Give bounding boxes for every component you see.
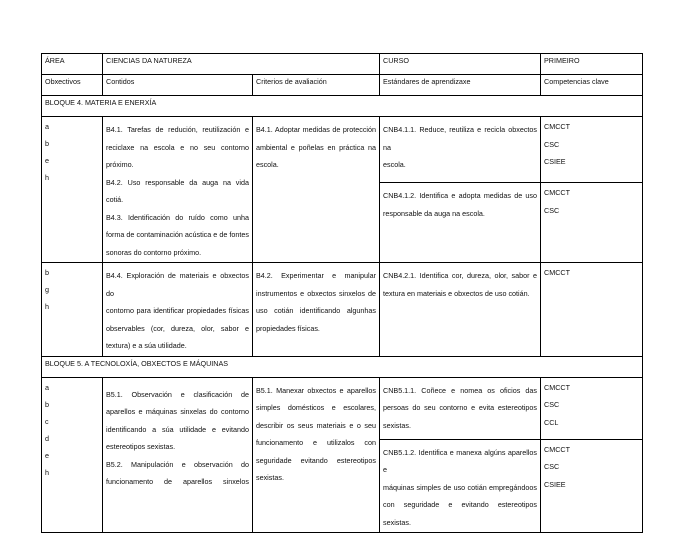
standard-line: sexistas.: [383, 420, 411, 430]
criteria-line: B4.1. Adoptar medidas de protección: [256, 125, 377, 134]
competencies-cell: [541, 263, 643, 357]
content-line: B5.2. Manipulación e observación do: [106, 459, 249, 469]
bloque-5-row: [42, 356, 643, 377]
objectives-cell: [42, 263, 103, 357]
standard-cell: [380, 183, 541, 263]
standard-line: CNB4.2.1. Identifica cor, dureza, olor, sabor e: [383, 271, 538, 280]
standard-cell: [380, 439, 541, 533]
standard-line: máquinas simples de uso cotián empregándoos: [383, 482, 538, 492]
criteria-cell: [253, 117, 380, 263]
competency-code: CSIEE: [544, 479, 566, 489]
criteria-line: sexistas.: [256, 473, 284, 482]
standard-line: CNB4.1.1. Reduce, reutiliza e recicla obxectos na: [383, 125, 538, 152]
criteria-line: instrumentos e obxectos sinxelos de: [256, 288, 377, 298]
standard-line: CNB4.1.2. Identifica e adopta medidas de uso: [383, 191, 538, 201]
competency-code: CSC: [544, 462, 560, 471]
column-header-contents: Contidos: [103, 75, 253, 96]
objective-code: a: [45, 382, 49, 392]
objectives-cell: [42, 117, 103, 263]
objective-code: a: [45, 122, 49, 131]
competency-code: CMCCT: [544, 122, 570, 131]
header-row-columns: [42, 75, 643, 96]
criteria-line: seguridade evitando estereotipos: [256, 455, 377, 465]
objective-code: b: [45, 268, 49, 277]
contents-cell: [103, 117, 253, 263]
curso-label: CURSO: [380, 54, 541, 75]
standard-line: CNB5.1.2. Identifica e manexa algúns aparellos e: [383, 447, 538, 474]
content-line: B4.2. Uso responsable da auga na vida cotiá.: [106, 177, 249, 204]
competency-code: CCL: [544, 417, 559, 427]
header-row-area: [42, 54, 643, 75]
competency-code: CMCCT: [544, 188, 570, 198]
objective-code: e: [45, 450, 49, 460]
competency-code: CSIEE: [544, 157, 566, 166]
standard-cell: [380, 263, 541, 357]
objective-code: b: [45, 139, 49, 148]
content-line: observables (cor, dureza, olor, sabor e: [106, 323, 249, 333]
criteria-line: uso cotián identificando algunhas: [256, 306, 377, 315]
standard-line: textura en materiais e obxectos de uso cotián.: [383, 288, 530, 298]
content-line: estereotipos sexistas.: [106, 442, 176, 451]
competency-code: CMCCT: [544, 444, 570, 454]
criteria-line: ambiental e poñelas en práctica na: [256, 142, 377, 152]
competency-code: CSC: [544, 205, 560, 215]
content-line: sonoras do contorno próximo.: [106, 247, 202, 257]
content-line: identificando a súa utilidade e evitando: [106, 424, 249, 434]
objective-code: d: [45, 433, 49, 443]
bloque-5-title: BLOQUE 5. A TECNOLOXÍA, OBXECTOS E MÁQUINAS: [42, 356, 643, 377]
bloque-4-row: [42, 96, 643, 117]
standard-cell: [380, 377, 541, 439]
criteria-line: propiedades físicas.: [256, 323, 320, 333]
column-header-competencies: Competencias clave: [541, 75, 643, 96]
competency-code: CSC: [544, 400, 560, 409]
curriculum-table: [41, 53, 643, 533]
contents-cell: [103, 377, 253, 533]
criteria-line: funcionamento e utilizalos con: [256, 438, 377, 447]
criteria-line: B4.2. Experimentar e manipular: [256, 271, 377, 280]
competencies-cell: [541, 117, 643, 183]
standard-line: CNB5.1.1. Coñece e nomea os oficios das: [383, 385, 538, 395]
competencies-cell: [541, 183, 643, 263]
curso-value: PRIMEIRO: [541, 54, 643, 75]
content-line: textura) e a súa utilidade.: [106, 341, 187, 350]
column-header-criteria: Criterios de avaliación: [253, 75, 380, 96]
standard-cell: [380, 117, 541, 183]
competency-code: CMCCT: [544, 382, 570, 392]
objective-code: b: [45, 399, 49, 409]
area-value: CIENCIAS DA NATUREZA: [103, 54, 380, 75]
criteria-line: describir os seus materiais e o seu: [256, 420, 377, 430]
competency-code: CSC: [544, 139, 560, 149]
objective-code: g: [45, 285, 49, 294]
objective-code: h: [45, 173, 49, 182]
content-line: B4.3. Identificación do ruído como unha: [106, 212, 249, 222]
content-line: aparellos e máquinas sinxelas do contorno: [106, 407, 249, 416]
standard-line: persoas do seu contorno e evita estereotipos: [383, 403, 538, 412]
standard-line: con seguridade e evitando estereotipos sexistas.: [383, 500, 538, 527]
content-line: funcionamento de aparellos sinxelos: [106, 477, 249, 486]
content-line: contorno para identificar propiedades físicas: [106, 306, 249, 315]
bloque-4-title: BLOQUE 4. MATERIA E ENERXÍA: [42, 96, 643, 117]
objectives-cell: [42, 377, 103, 533]
criteria-line: escola.: [256, 160, 279, 169]
table-row: [42, 377, 643, 439]
contents-cell: [103, 263, 253, 357]
standard-line: escola.: [383, 160, 406, 169]
area-label: ÁREA: [42, 54, 103, 75]
objective-code: h: [45, 467, 49, 477]
criteria-line: B5.1. Manexar obxectos e aparellos: [256, 385, 377, 395]
competency-code: CMCCT: [544, 268, 570, 277]
criteria-line: simples domésticos e escolares,: [256, 403, 377, 412]
criteria-cell: [253, 377, 380, 533]
criteria-cell: [253, 263, 380, 357]
content-line: reciclaxe na escola e no seu contorno: [106, 142, 249, 152]
objective-code: c: [45, 416, 49, 426]
column-header-standards: Estándares de aprendizaxe: [380, 75, 541, 96]
content-line: B4.4. Exploración de materiais e obxectos do: [106, 271, 249, 298]
table-row: [42, 117, 643, 183]
content-line: B4.1. Tarefas de redución, reutilización e: [106, 125, 249, 134]
table-row: [42, 263, 643, 357]
competencies-cell: [541, 439, 643, 533]
column-header-objectives: Obxectivos: [42, 75, 103, 96]
content-line: próximo.: [106, 160, 134, 169]
objective-code: e: [45, 156, 49, 165]
content-line: B5.1. Observación e clasificación de: [106, 389, 249, 399]
standard-line: responsable da auga na escola.: [383, 208, 485, 218]
content-line: forma de contaminación acústica e de fontes: [106, 230, 249, 239]
objective-code: h: [45, 302, 49, 311]
competencies-cell: [541, 377, 643, 439]
